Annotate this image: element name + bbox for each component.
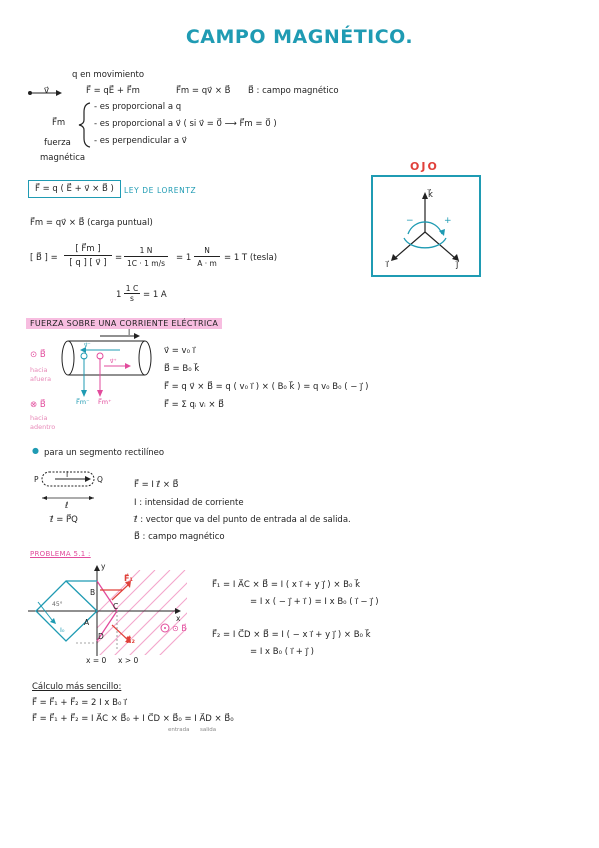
problem-eq-4: = I x B₀ ( i⃗ + j⃗ ) (250, 647, 314, 657)
charge-dot (28, 91, 32, 95)
axis-x-label: x (176, 614, 181, 623)
segment-heading: para un segmento rectilíneo (44, 448, 165, 458)
v-plus-label: v⃗⁺ (110, 358, 117, 365)
b-in-note-2: adentro (30, 423, 56, 431)
amp-num: 1 C (125, 284, 139, 293)
lorentz-name: LEY DE LORENTZ (124, 186, 197, 195)
units-den: [ q ] [ v⃗ ] (69, 258, 107, 268)
bullet-dot: ● (32, 446, 39, 455)
triad-minus: − (406, 216, 414, 226)
triad-k: k⃗ (428, 190, 433, 200)
problem-eq-1: F⃗₁ = I A⃗C × B⃗ = I ( x i⃗ + y j⃗ ) × B₀ k⃗ (212, 580, 361, 590)
segment-def-3: B⃗ : campo magnético (134, 532, 225, 542)
wire-b-eq: B⃗ = B₀ k⃗ (164, 364, 200, 374)
point-d: D (98, 632, 104, 641)
i0-label: I₀ (60, 626, 65, 634)
x0-label: x = 0 (86, 656, 107, 665)
units-fraction-3 (194, 246, 220, 268)
fuerza-label: fuerza (44, 138, 71, 148)
point-a: A (84, 618, 90, 627)
amp-den: s (130, 294, 134, 303)
units-eq2-num: N (194, 246, 220, 257)
amp-result: = 1 A (143, 290, 167, 300)
wire-f-eq: F⃗ = q v⃗ × B⃗ = q ( v₀ i⃗ ) × ( B₀ k⃗ ) = q v₀ B₀ ( − j⃗ ) (164, 382, 369, 392)
q-movement-text: q en movimiento (72, 70, 145, 80)
wire-v-eq: v⃗ = v₀ i⃗ (164, 346, 196, 356)
prop-2: - es proporcional a v⃗ ( si v⃗ = 0⃗ ⟶ F⃗m = 0⃗ ) (94, 119, 277, 129)
amp-fraction (124, 284, 140, 303)
magnetica-label: magnética (40, 153, 86, 163)
units-fraction (64, 244, 112, 268)
units-fraction-2 (124, 246, 168, 268)
force-sum-eq: F⃗ = qE⃗ + F⃗m (86, 86, 140, 96)
cylinder-left-cap (62, 341, 74, 375)
problem-eq-3: F⃗₂ = I C⃗D × B⃗ = I ( − x i⃗ + y j⃗ ) × B₀ k⃗ (212, 630, 371, 640)
amp-prefix: 1 (116, 290, 122, 300)
segment-def-1: I : intensidad de corriente (134, 498, 244, 508)
fm-minus-label: F⃗m⁻ (76, 398, 90, 406)
wire-current-label: I (128, 328, 131, 337)
point-b: B (90, 588, 96, 597)
segment-i: I (66, 470, 69, 479)
ojo-label: OJO (410, 160, 439, 173)
v-label: v⃗ (44, 86, 50, 96)
b-def-text: B⃗ : campo magnético (248, 86, 339, 96)
units-result: = 1 T (tesla) (224, 253, 278, 263)
units-eq2-den: A · m (197, 259, 217, 268)
axis-y-label: y (101, 562, 106, 571)
triad-j: j⃗ (456, 260, 459, 270)
segment-l-def: ℓ⃗ = P⃗Q (50, 515, 78, 525)
props-brace (79, 103, 90, 147)
prop-3: - es perpendicular a v⃗ (94, 136, 187, 146)
b-in-label: ⊗ B⃗ (30, 400, 46, 410)
prop-1: - es proporcional a q (94, 102, 182, 112)
point-charge-eq: F⃗m = qv⃗ × B⃗ (carga puntual) (30, 218, 153, 228)
cylinder-right-cap (139, 341, 151, 375)
final-under-1: entrada (168, 727, 190, 733)
units-eq2: = 1 (176, 253, 192, 263)
units-num: [ F⃗m ] (64, 244, 112, 256)
problem-title: PROBLEMA 5.1 : (30, 550, 91, 558)
f1-label: F⃗₁ (124, 574, 133, 583)
segment-f-eq: F⃗ = I ℓ⃗ × B⃗ (134, 480, 179, 490)
b-out-note-2: afuera (30, 375, 52, 383)
v-minus-label: v⃗⁻ (84, 342, 91, 349)
fm-label: F⃗m (52, 118, 66, 128)
triad-i: i⃗ (386, 260, 389, 270)
triad-plus: + (444, 216, 452, 226)
problem-b-out: ⊙ B⃗ (172, 624, 187, 633)
page-title: CAMPO MAGNÉTICO. (185, 26, 414, 48)
b-out-note-1: hacia (30, 366, 48, 374)
units-eq1-den: 1C · 1 m/s (126, 259, 166, 268)
point-c: C (113, 602, 119, 611)
b-out-label: ⊙ B⃗ (30, 350, 46, 360)
segment-l: ℓ (65, 501, 69, 511)
problem-eq-2: = I x ( − j⃗ + i⃗ ) = I x B₀ ( i⃗ − j⃗ ) (250, 597, 379, 607)
segment-p: P (34, 475, 39, 484)
angle-label: 45° (52, 601, 63, 608)
v-arrowhead (56, 90, 62, 96)
fm-plus-label: F⃗m⁺ (98, 398, 112, 406)
final-under-2: salida (200, 727, 217, 733)
segment-def-2: ℓ⃗ : vector que va del punto de entrada al de salida. (134, 515, 351, 525)
eq-sign-1: = (115, 253, 123, 263)
xpos-label: x > 0 (118, 656, 139, 665)
final-line-2: F⃗ = F⃗₁ + F⃗₂ = I A⃗C × B⃗₀ + I C⃗D × B⃗₀ = I A⃗D × B⃗₀ (32, 714, 234, 724)
final-heading: Cálculo más sencillo: (32, 682, 122, 692)
wire-f-sum: F⃗ = Σ qᵢ vᵢ × B⃗ (164, 400, 225, 410)
section-current-heading: FUERZA SOBRE UNA CORRIENTE ELÉCTRICA (26, 318, 222, 329)
segment-q: Q (97, 475, 103, 484)
fm-def-eq: F⃗m = qv⃗ × B⃗ (176, 86, 231, 96)
lorentz-formula: F⃗ = q ( E⃗ + v⃗ × B⃗ ) (28, 180, 121, 198)
f2-label: F⃗₂ (126, 636, 135, 645)
units-lhs: [ B⃗ ] = (30, 253, 58, 263)
final-line-1: F⃗ = F⃗₁ + F⃗₂ = 2 I x B₀ i⃗ (32, 698, 127, 708)
units-eq1-num: 1 N (124, 246, 168, 257)
b-in-note-1: hacia (30, 414, 48, 422)
